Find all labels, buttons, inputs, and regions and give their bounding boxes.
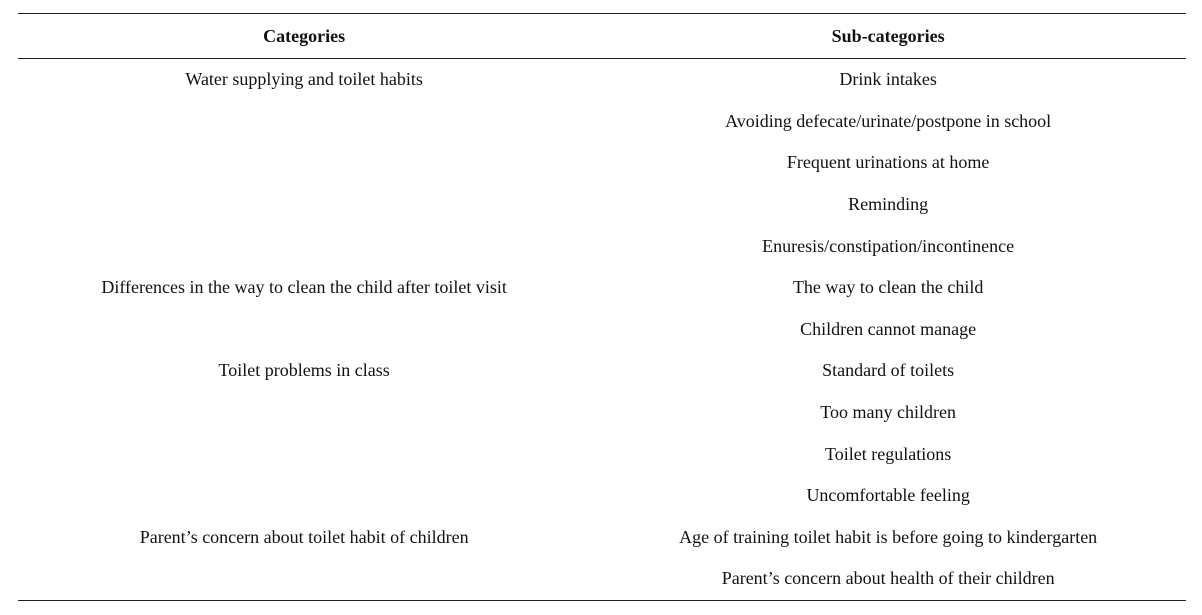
subcategory-cell: Drink intakes [839,69,937,90]
table-header [18,14,1186,59]
subcategory-cell: Toilet regulations [825,443,952,464]
category-cell: Toilet problems in class [218,360,390,381]
table-row [18,267,1186,309]
subcategory-cell: Frequent urinations at home [786,152,990,173]
table-row [18,225,1186,267]
category-cell [18,392,590,434]
subcategory-cell: Enuresis/constipation/incontinence [762,235,1015,256]
category-cell: Differences in the way to clean the child after toilet visit [101,277,507,298]
header-subcategories: Sub-categories [831,25,945,46]
table-row [18,184,1186,226]
table-row [18,101,1186,143]
table-row [18,309,1186,351]
category-cell [18,475,590,517]
subcategory-cell: Too many children [820,402,956,423]
table-row [18,475,1186,517]
subcategory-cell: Reminding [848,194,929,215]
table-row [18,59,1186,101]
category-cell: Parent’s concern about toilet habit of children [139,526,469,547]
subcategory-cell: Uncomfortable feeling [806,485,970,506]
category-cell [18,433,590,475]
categories-table-container [18,13,1186,601]
subcategory-cell: Standard of toilets [822,360,955,381]
header-row [18,14,1186,59]
table-row [18,517,1186,559]
table-row [18,558,1186,600]
subcategory-cell: Children cannot manage [800,318,977,339]
categories-table [18,13,1186,601]
table-row [18,350,1186,392]
table-body [18,59,1186,601]
category-cell [18,101,590,143]
table-row [18,392,1186,434]
category-cell: Water supplying and toilet habits [185,69,423,90]
table-row [18,142,1186,184]
category-cell [18,142,590,184]
subcategory-cell: Avoiding defecate/urinate/postpone in school [725,110,1052,131]
subcategory-cell: Parent’s concern about health of their children [721,568,1055,589]
category-cell [18,309,590,351]
header-categories: Categories [263,25,346,46]
subcategory-cell: Age of training toilet habit is before going to kindergarten [679,526,1098,547]
category-cell [18,558,590,600]
table-row [18,433,1186,475]
subcategory-cell: The way to clean the child [792,277,984,298]
category-cell [18,184,590,226]
category-cell [18,225,590,267]
